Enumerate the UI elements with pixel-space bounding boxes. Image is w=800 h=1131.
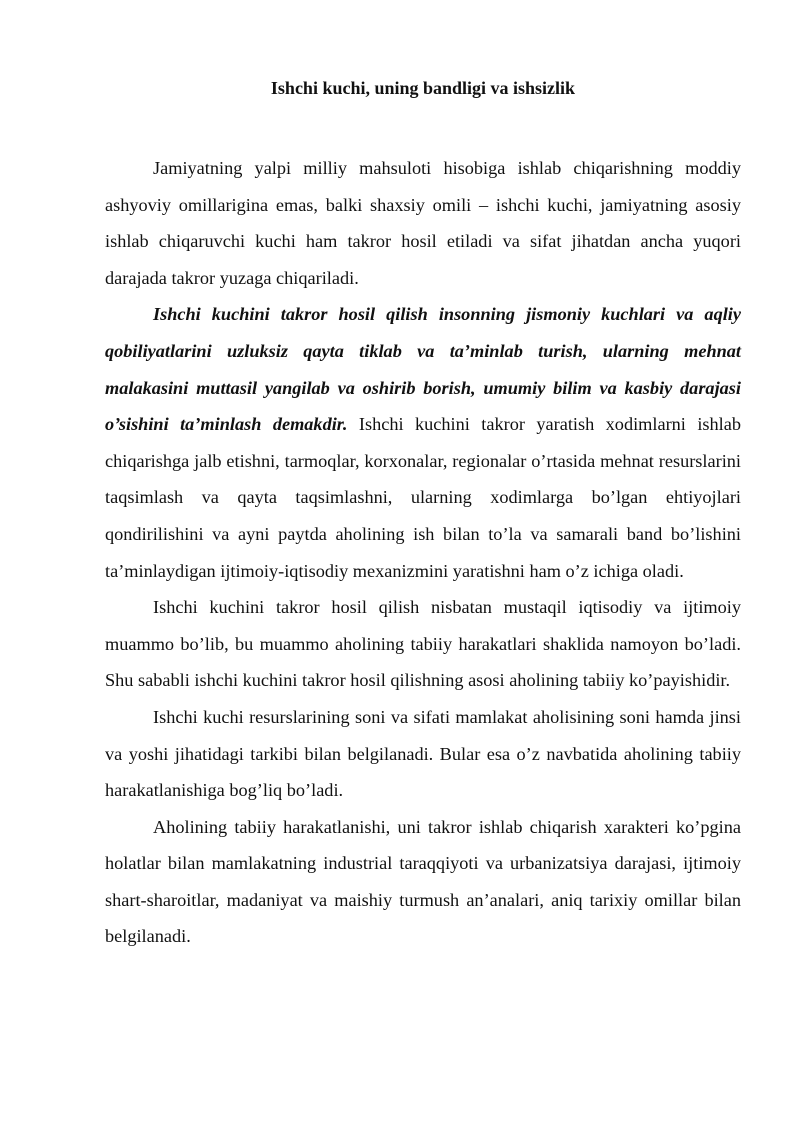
paragraph-4-text: Ishchi kuchi resurslarining soni va sifati mamlakat aholisining soni hamda jinsi va yoshi jihatidagi tarkibi bilan belgilanadi. Bular esa o’z navbatida aholining tabiiy harakatlanishiga bog’liq bo’ladi.	[105, 706, 741, 801]
paragraph-5-text: Aholining tabiiy harakatlanishi, uni takror ishlab chiqarish xarakteri ko’pgina holatlar bilan mamlakatning industrial taraqqiyoti va urbanizatsiya darajasi, ijtimoiy shart-sharoitlar, madaniyat va maishiy turmush an’analari, aniq tarixiy omillar bilan belgilanadi.	[105, 816, 741, 947]
paragraph-1-text: Jamiyatning yalpi milliy mahsuloti hisobiga ishlab chiqarishning moddiy ashyoviy omillarigina emas, balki shaxsiy omili – ishchi kuchi, jamiyatning asosiy ishlab chiqaruvchi kuchi ham takror hosil etiladi va sifat jihatdan ancha yuqori darajada takror yuzaga chiqariladi.	[105, 158, 741, 288]
paragraph-4	[105, 699, 741, 809]
paragraph-2-emphasis: Ishchi kuchini takror hosil qilish insonning jismoniy kuchlari va aqliy qobiliyatlarini uzluksiz qayta tiklab va ta’minlab turish, ularning mehnat malakasini muttasil yangilab va oshirib borish, umumiy bilim va kasbiy darajasi o’sishini ta’minlash demakdir.	[105, 304, 741, 435]
paragraph-3-text: Ishchi kuchini takror hosil qilish nisbatan mustaqil iqtisodiy va ijtimoiy muammo bo’lib, bu muammo aholining tabiiy harakatlari shaklida namoyon bo’ladi. Shu sababli ishchi kuchini takror hosil qilishning asosi aholining tabiiy ko’payishidir.	[105, 597, 741, 691]
document-title: Ishchi kuchi, uning bandligi va ishsizlik	[270, 78, 576, 98]
paragraph-1	[105, 150, 741, 296]
document-body	[105, 150, 741, 955]
paragraph-2	[105, 296, 741, 589]
paragraph-5	[105, 809, 741, 955]
paragraph-2-text: Ishchi kuchini takror yaratish xodimlarni ishlab chiqarishga jalb etishni, tarmoqlar, korxonalar, regionalar o’rtasida mehnat resurslarini taqsimlash va qayta taqsimlashni, ularning xodimlarga bo’lgan ehtiyojlari qondirilishini va ayni paytda aholining ish bilan to’la va samarali band bo’lishini ta’minlaydigan ijtimoiy-iqtisodiy mexanizmini yaratishni ham o’z ichiga oladi.	[105, 414, 741, 581]
paragraph-3	[105, 589, 741, 699]
